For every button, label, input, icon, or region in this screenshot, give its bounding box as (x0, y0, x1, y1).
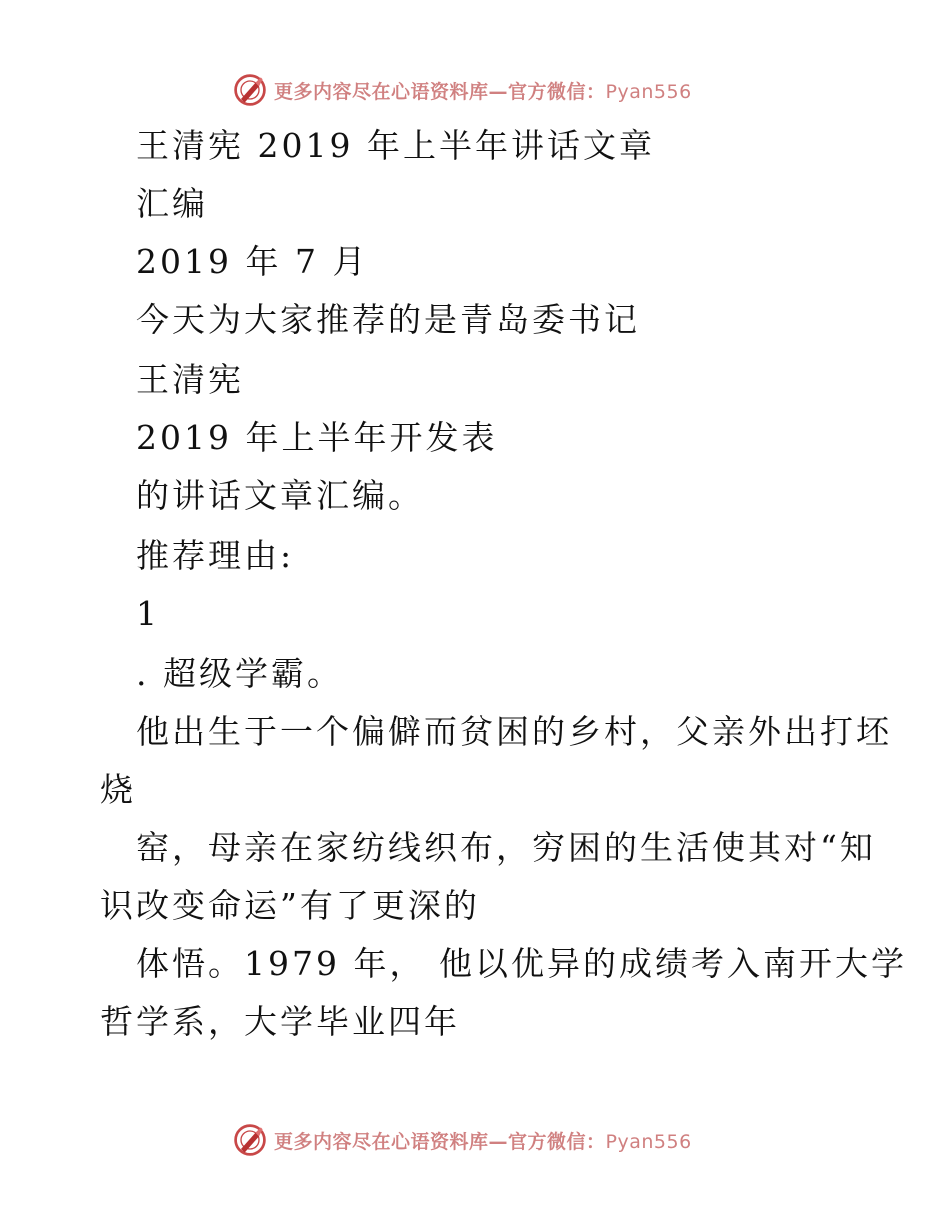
paragraph-line: 的讲话文章汇编。 (136, 476, 424, 515)
paragraph-line: 窑，母亲在家纺线织布，穷困的生活使其对“知 (136, 828, 876, 867)
pen-logo-icon (232, 1122, 268, 1158)
paragraph-line: 今天为大家推荐的是青岛委书记 (136, 300, 640, 339)
watermark-text: 更多内容尽在心语资料库—官方微信：Pyan556 (274, 1130, 692, 1153)
paragraph-line: 哲学系，大学毕业四年 (100, 1002, 460, 1041)
paragraph-line: 王清宪 (136, 360, 244, 399)
section-heading: 推荐理由: (136, 536, 295, 575)
paragraph-line: 识改变命运”有了更深的 (100, 886, 480, 925)
pen-logo-icon (232, 72, 268, 108)
paragraph-line: 他出生于一个偏僻而贫困的乡村，父亲外出打坯 (136, 712, 892, 751)
watermark-header (232, 70, 692, 110)
paragraph-line: 体悟。1979 年， 他以优异的成绩考入南开大学 (136, 944, 907, 983)
doc-title-line: 王清宪 2019 年上半年讲话文章 (136, 126, 655, 165)
paragraph-line: 烧 (100, 770, 136, 809)
watermark-text: 更多内容尽在心语资料库—官方微信：Pyan556 (274, 80, 692, 103)
list-item-title: . 超级学霸。 (136, 654, 343, 693)
watermark-footer (232, 1120, 692, 1160)
paragraph-line: 2019 年上半年开发表 (136, 418, 498, 457)
list-number: 1 (136, 594, 160, 633)
doc-date-line: 2019 年 7 月 (136, 242, 369, 281)
doc-title-line: 汇编 (136, 184, 208, 223)
